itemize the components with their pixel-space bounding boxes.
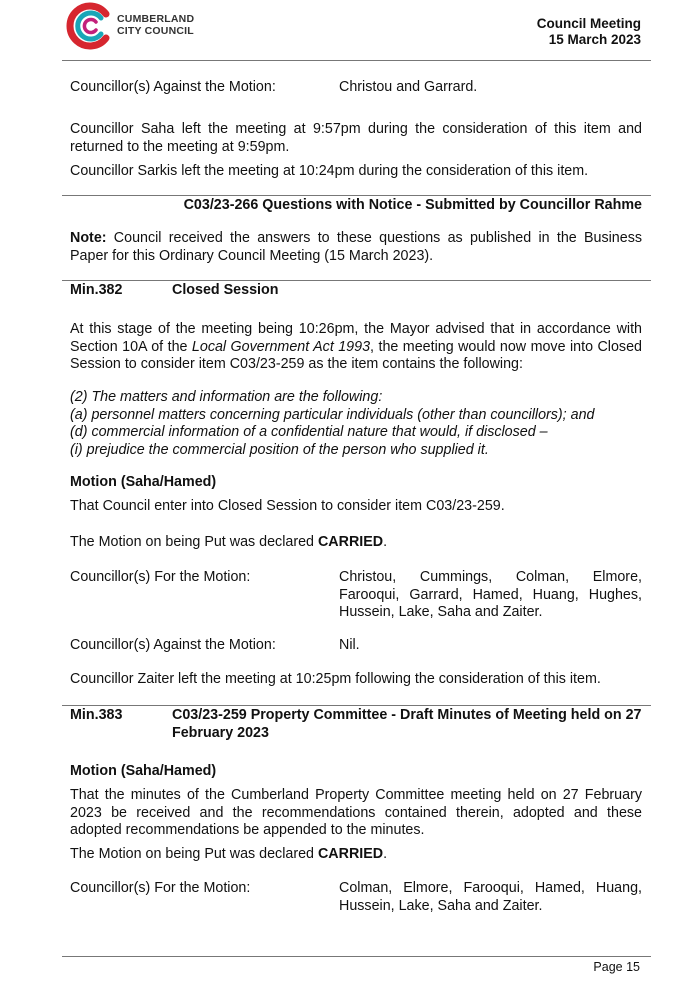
intro-part-b: , the meeting would now move into Closed Session to consider item C03/23-259 as the item contains the following:: [70, 338, 642, 372]
saha-note: Councillor Saha left the meeting at 9:57pm during the consideration of this item and returned to the meeting at 9:59pm.: [70, 121, 642, 155]
min-383-for-label: Councillor(s) For the Motion:: [70, 880, 251, 896]
result-carried: CARRIED: [317, 534, 384, 550]
header-rule: [62, 60, 651, 61]
min-383-for-value: Colman, Elmore, Farooqui, Hamed, Huang, Hussein, Lake, Saha and Zaiter.: [339, 880, 642, 914]
min-382-result: [70, 534, 642, 552]
prev-against-label: Councillor(s) Against the Motion:: [70, 79, 276, 95]
org-name: [117, 13, 194, 37]
matters-list: [70, 389, 642, 459]
closed-session-intro: [70, 321, 642, 374]
min-383-number: Min.383: [70, 707, 123, 723]
prev-against-value: Christou and Garrard.: [339, 79, 478, 95]
item-266-title: C03/23-266 Questions with Notice - Submitted by Councillor Rahme: [183, 197, 642, 213]
result-prefix: The Motion on being Put was declared: [70, 534, 318, 550]
note-text: Council received the answers to these questions as published in the Business Paper for this Ordinary Council Meeting (15 March 2023).: [70, 230, 642, 264]
min-382-number: Min.382: [70, 282, 123, 298]
result-suffix: .: [383, 534, 388, 550]
meeting-date: 15 March 2023: [548, 32, 641, 47]
item-266-note: [70, 230, 642, 265]
section-rule: [62, 280, 651, 281]
min-383-motion-text: That the minutes of the Cumberland Property Committee meeting held on 27 February 2023 be received and the recommendations contained therein, adopted and these adopted recommendations be appended to the minutes.: [70, 787, 642, 838]
min-383-title: C03/23-259 Property Committee - Draft Minutes of Meeting held on 27 February 2023: [172, 707, 642, 741]
min-383-result: [70, 846, 642, 864]
matters-item: (i) prejudice the commercial position of the person who supplied it.: [70, 441, 489, 458]
min-382-against-label: Councillor(s) Against the Motion:: [70, 637, 276, 653]
min-382-motion-text: That Council enter into Closed Session to consider item C03/23-259.: [70, 498, 505, 514]
min-383-motion-heading: Motion (Saha/Hamed): [70, 763, 217, 779]
org-name-line2: CITY COUNCIL: [117, 25, 194, 37]
matters-item: (a) personnel matters concerning particular individuals (other than councillors); and: [70, 406, 595, 423]
meeting-info: [537, 16, 641, 48]
act-name: Local Government Act 1993: [191, 338, 371, 355]
min-382-title: Closed Session: [172, 282, 279, 298]
sarkis-note: Councillor Sarkis left the meeting at 10:24pm during the consideration of this item.: [70, 163, 589, 179]
result-suffix: .: [383, 846, 388, 862]
min-382-against-value: Nil.: [339, 637, 360, 653]
section-rule: [62, 195, 651, 196]
matters-item: (d) commercial information of a confidential nature that would, if disclosed –: [70, 424, 548, 440]
matters-item: (2) The matters and information are the following:: [70, 389, 383, 405]
section-rule: [62, 705, 651, 706]
min-382-for-value: Christou, Cummings, Colman, Elmore, Farooqui, Garrard, Hamed, Huang, Hughes, Hussein, Lake, Saha and Zaiter.: [339, 569, 642, 620]
cumberland-logo-icon: [66, 2, 114, 50]
min-382-for-label: Councillor(s) For the Motion:: [70, 569, 251, 585]
org-name-line1: CUMBERLAND: [117, 13, 195, 25]
note-label: Note:: [70, 230, 107, 246]
intro-part-a: At this stage of the meeting being 10:26pm, the Mayor advised that in accordance with Section 10A of the: [70, 321, 642, 355]
min-382-motion-heading: Motion (Saha/Hamed): [70, 474, 217, 490]
result-carried: CARRIED: [317, 846, 384, 862]
result-prefix: The Motion on being Put was declared: [70, 846, 318, 862]
footer-rule: [62, 956, 651, 957]
meeting-title: Council Meeting: [536, 16, 641, 31]
page-number: Page 15: [593, 960, 640, 974]
zaiter-note: Councillor Zaiter left the meeting at 10:25pm following the consideration of this item.: [70, 671, 601, 687]
